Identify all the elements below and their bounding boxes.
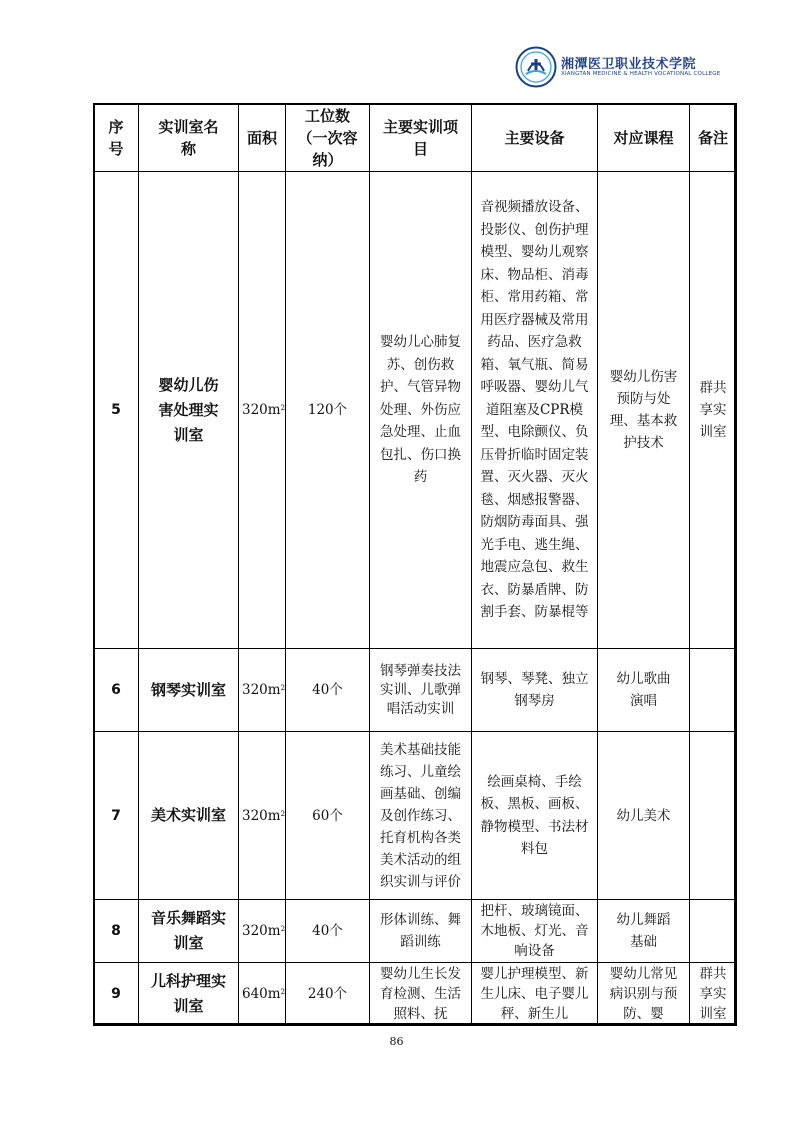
row-equipment: 绘画桌椅、手绘板、黑板、画板、静物模型、书法材料包 (472, 732, 598, 900)
row-projects: 钢琴弹奏技法实训、儿歌弹唱活动实训 (370, 649, 472, 732)
row-projects: 婴幼儿生长发育检测、生活照料、抚 (370, 963, 472, 1026)
row-area (239, 649, 286, 732)
college-logo-icon (515, 46, 557, 88)
area-value: 320m (242, 402, 281, 418)
row-note (690, 649, 737, 732)
row-projects: 美术基础技能练习、儿童绘画基础、创编及创作练习、托育机构各类美术活动的组织实训与评价 (370, 732, 472, 900)
row-no: 8 (94, 900, 139, 963)
table-row (94, 172, 737, 649)
area-value: 320m (242, 682, 281, 698)
header-projects: 主要实训项目 (370, 104, 472, 172)
row-course: 婴幼儿常见病识别与预防、婴 (598, 963, 690, 1026)
row-equipment: 把杆、玻璃镜面、木地板、灯光、音响设备 (472, 900, 598, 963)
row-equipment: 婴儿护理模型、新生儿床、电子婴儿秤、新生儿 (472, 963, 598, 1026)
row-room-name: 美术实训室 (139, 732, 239, 900)
area-unit-exponent: 2 (280, 988, 286, 996)
row-equipment: 钢琴、琴凳、独立钢琴房 (472, 649, 598, 732)
school-name-en: XIANGTAN MEDICINE & HEALTH VOCATIONAL COLLEGE (561, 71, 721, 77)
row-room-name: 钢琴实训室 (139, 649, 239, 732)
header-note: 备注 (690, 104, 737, 172)
row-room-name: 儿科护理实训室 (139, 963, 239, 1026)
area-unit-exponent: 2 (280, 684, 286, 692)
area-value: 320m (242, 807, 281, 824)
table-row (94, 963, 737, 1026)
area-value: 640m (242, 986, 281, 1002)
header-seats: 工位数（一次容纳） (286, 104, 370, 172)
row-note: 群共享实训室 (690, 172, 737, 649)
table-row (94, 900, 737, 963)
area-unit-exponent: 2 (280, 404, 286, 412)
row-seats: 240个 (286, 963, 370, 1026)
row-area (239, 963, 286, 1026)
row-course: 婴幼儿伤害预防与处理、基本救护技术 (598, 172, 690, 649)
row-note (690, 900, 737, 963)
page-number: 86 (389, 1035, 404, 1048)
header-equipment: 主要设备 (472, 104, 598, 172)
row-area (239, 172, 286, 649)
row-room-name: 婴幼儿伤害处理实训室 (139, 172, 239, 649)
header-course: 对应课程 (598, 104, 690, 172)
area-unit-exponent: 2 (280, 809, 286, 818)
row-area (239, 900, 286, 963)
training-room-table (93, 103, 737, 1026)
table-header-row (94, 104, 737, 172)
row-equipment: 音视频播放设备、投影仪、创伤护理模型、婴幼儿观察床、物品柜、消毒柜、常用药箱、常用医疗器械及常用药品、医疗急救箱、氧气瓶、简易呼吸器、婴幼儿气道阻塞及CPR模型、电除颤仪、负压骨折临时固定装置、灭火器、灭火毯、烟感报警器、防烟防毒面具、强光手电、逃生绳、地震应急包、救生衣、防暴盾牌、防割手套、防暴棍等 (472, 172, 598, 649)
row-room-name: 音乐舞蹈实训室 (139, 900, 239, 963)
row-course: 幼儿歌曲演唱 (598, 649, 690, 732)
row-course: 幼儿舞蹈基础 (598, 900, 690, 963)
row-seats: 120个 (286, 172, 370, 649)
row-area (239, 732, 286, 900)
row-no: 6 (94, 649, 139, 732)
row-no: 7 (94, 732, 139, 900)
row-projects: 形体训练、舞蹈训练 (370, 900, 472, 963)
page-header (515, 46, 721, 88)
row-seats: 40个 (286, 900, 370, 963)
table-row (94, 649, 737, 732)
area-value: 320m (242, 923, 281, 939)
school-name-cn: 湘潭医卫职业技术学院 (561, 57, 697, 72)
row-no: 5 (94, 172, 139, 649)
header-area: 面积 (239, 104, 286, 172)
row-note: 群共享实训室 (690, 963, 737, 1026)
row-seats: 40个 (286, 649, 370, 732)
row-seats: 60个 (286, 732, 370, 900)
row-course: 幼儿美术 (598, 732, 690, 900)
header-room-name: 实训室名称 (139, 104, 239, 172)
row-no: 9 (94, 963, 139, 1026)
area-unit-exponent: 2 (280, 925, 286, 933)
table-row (94, 732, 737, 900)
header-no: 序号 (94, 104, 139, 172)
row-note (690, 732, 737, 900)
row-projects: 婴幼儿心肺复苏、创伤救护、气管异物处理、外伤应急处理、止血包扎、伤口换药 (370, 172, 472, 649)
